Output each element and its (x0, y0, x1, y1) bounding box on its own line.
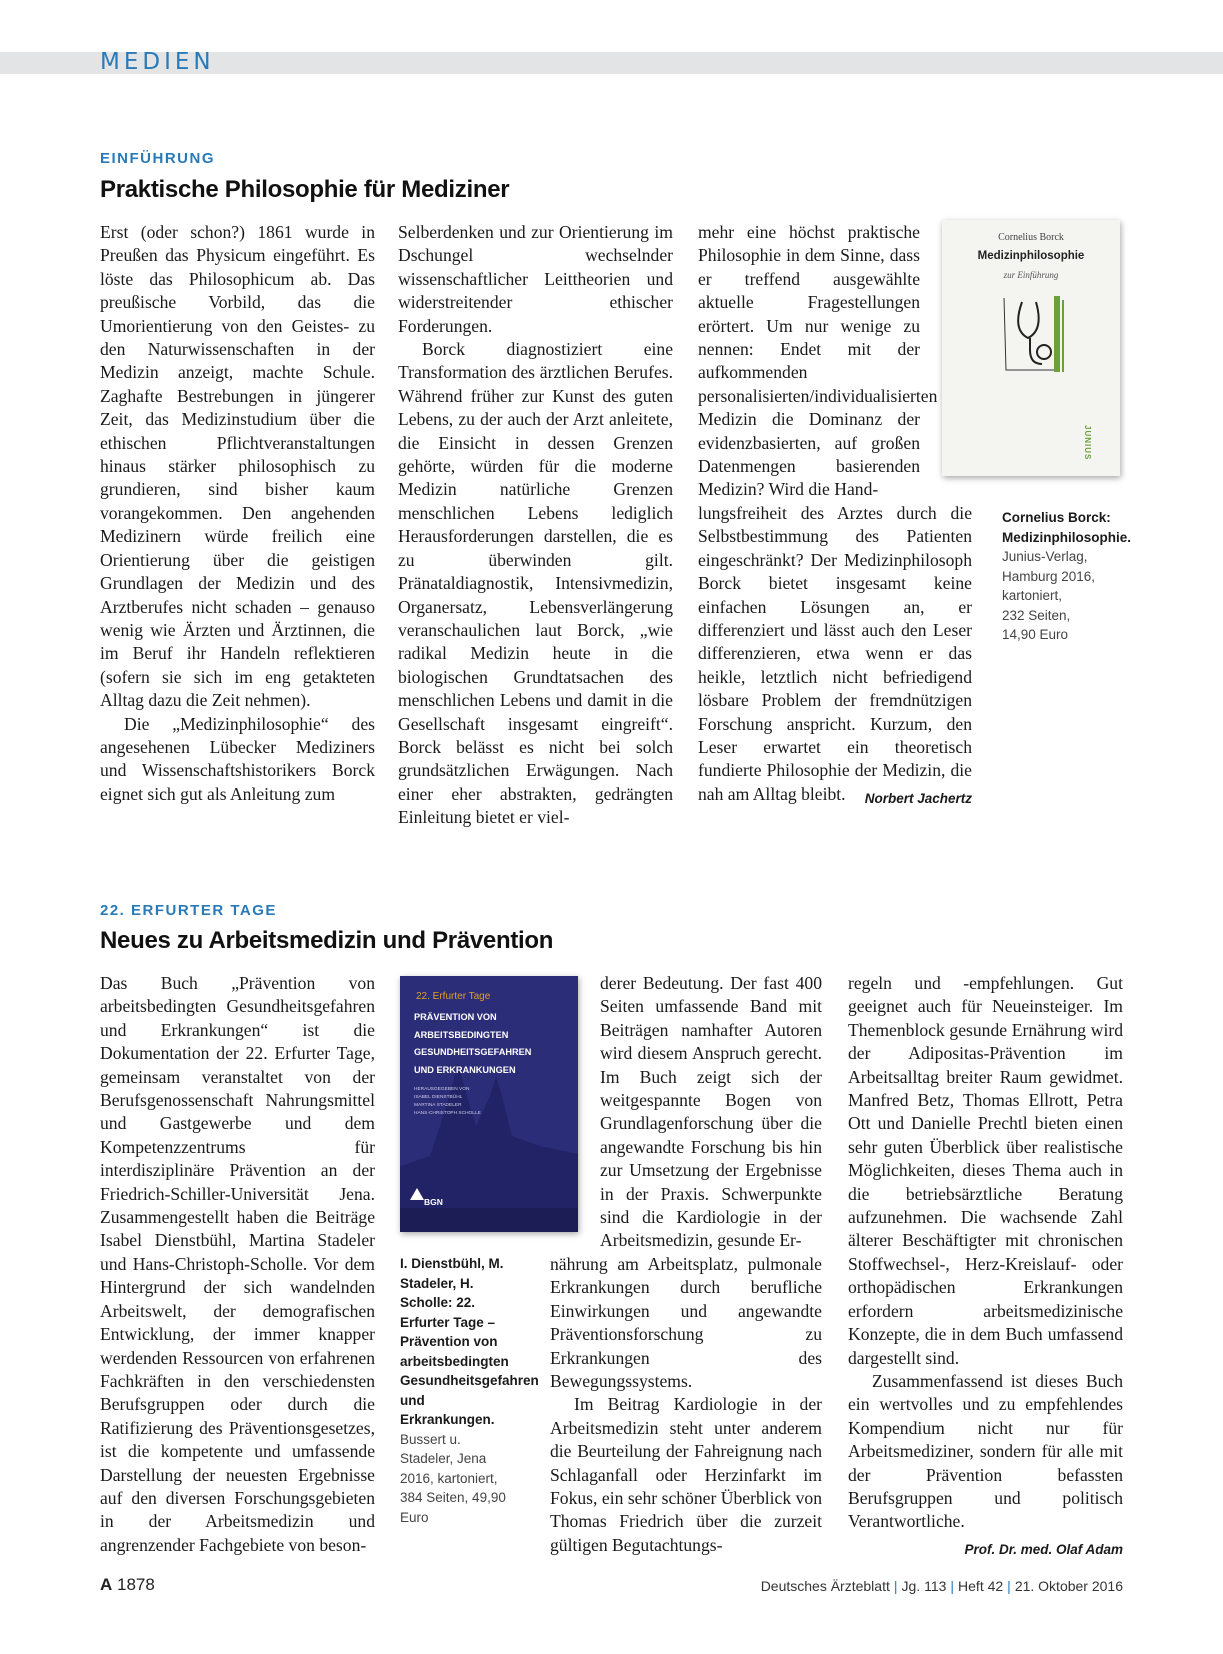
article2-caption (400, 1254, 539, 1527)
article1-caption (1002, 508, 1132, 645)
article2-kicker: 22. ERFURTER TAGE (100, 902, 277, 919)
article1-paragraph: mehr eine höchst praktische Philosophie in dem Sinne, dass er treffend ausgewählte aktuelle Fragestellungen erörtert. Um nur wenige zu nennen: Endet mit der aufkommenden personalisierten/individualisierten Medizin die Dominanz der evidenzbasierten, auf großen Datenmengen basierenden Medizin? Wird die Hand- (698, 222, 938, 500)
cover2-editor-line: HANS-CHRISTOPH SCHOLLE (414, 1111, 481, 1116)
journal-name: Deutsches Ärzteblatt (760, 1578, 890, 1594)
caption2-title: I. Dienstbühl, M. Stadeler, H. Scholle: 22. Erfurter Tage – Prävention von arbeitsbedingten Gesundheitsgefahren und Erkrankungen. (400, 1256, 539, 1427)
article2-paragraph: Im Beitrag Kardiologie in der Arbeitsmedizin steht unter anderem die Beurteilung der Fahreignung nach Schlaganfall oder Herzinfarkt im Fokus, ein sehr schöner Überblick von Thomas Friedrich über die zurzeit gültigen Begutachtungs- (550, 1394, 822, 1555)
article1-author: Norbert Jachertz (864, 790, 972, 806)
cover1-title: Medizinphilosophie (977, 250, 1085, 262)
article1-paragraph-text: lungsfreiheit des Arztes durch die Selbstbestimmung des Patienten eingeschränkt? Der Medizinphilosoph Borck bietet insgesamt keine einfachen Lösungen an, er differenziert und lässt auch den Leser differenzieren, etwa wenn er das heikle, letztlich nicht befriedigend lösbare Problem der fremdnützigen Forschung anspricht. Kurzum, den Leser erwartet ein theoretisch fundierte Philosophie der Medizin, die nah am Alltag bleibt. (698, 503, 972, 804)
page-number-value: 1878 (117, 1575, 155, 1594)
caption1-info: 14,90 Euro (1002, 627, 1069, 642)
cover1-subtitle: zur Einführung (1003, 270, 1059, 280)
journal-date: 21. Oktober 2016 (1014, 1578, 1123, 1594)
cover2-editor-line: MARTINA STADELER (414, 1103, 462, 1108)
article1-column-3-top (698, 221, 938, 502)
cover2-title-line: GESUNDHEITSGEFAHREN (414, 1047, 532, 1057)
cover2-title-line: PRÄVENTION VON (414, 1012, 497, 1022)
caption1-info: kartoniert, (1002, 588, 1063, 603)
article1-paragraph: Erst (oder schon?) 1861 wurde in Preußen das Physicum eingeführt. Es löste das Philosophicum ab. Das preußische Vorbild, das die Umorientierung von den Geistes- zu den Naturwissenschaften in der Medizin anzeigt, machte Schule. Zaghafte Bestrebungen in jüngerer Zeit, das Medizinstudium über die ethischen Pflichtveranstaltungen hinaus stärker philosophisch zu grundieren, sind bisher kaum vorangekommen. Den angehenden Medizinern würde freilich eine Orientierung über die geistigen Grundlagen der Medizin und des Arztberufes nicht schaden – genauso wenig wie Ärzten und Ärztinnen, die im Beruf ihr Handeln reflektieren (sofern sie sich im eng getakteten Alltag dazu die Zeit nehmen). (100, 222, 375, 711)
journal-volume: Jg. 113 (901, 1578, 947, 1594)
article1-column-2 (398, 221, 673, 830)
cover2-title-line: UND ERKRANKUNGEN (414, 1064, 516, 1075)
article2-column-2-bottom (550, 1253, 822, 1557)
caption1-info: Hamburg 2016, (1002, 568, 1096, 584)
cover1-author: Cornelius Borck (998, 232, 1064, 243)
caption1-info: 232 Seiten, (1002, 607, 1071, 623)
article1-title: Praktische Philosophie für Mediziner (100, 176, 510, 203)
article1-paragraph: Selberdenken und zur Orientierung im Dschungel wechselnder wissenschaftlicher Leittheorien und widerstreitender ethischer Forderungen. (398, 222, 673, 336)
article1-column-1 (100, 221, 375, 806)
article2-paragraph (848, 1370, 1123, 1557)
cover2-kicker: 22. Erfurter Tage (416, 991, 491, 1002)
journal-issue: Heft 42 (958, 1578, 1004, 1594)
article1-kicker: EINFÜHRUNG (100, 150, 215, 167)
article2-author: Prof. Dr. med. Olaf Adam (964, 1541, 1123, 1557)
caption1-title: Cornelius Borck: Medizinphilosophie. (1002, 510, 1131, 545)
caption1-info: Junius-Verlag, (1002, 549, 1088, 564)
article2-paragraph: regeln und -empfehlungen. Gut geeignet auch für Neueinsteiger. Im Themenblock gesunde Ernährung wird der Adipositas-Prävention im Arbeitsalltag breiter Raum gewidmet. Manfred Betz, Thomas Ellrott, Petra Ott und Danielle Prechtl bieten einen sehr guten Überblick über realistische Möglichkeiten, dieses Thema auch in die betriebsärztliche Beratung aufzunehmen. Die wachsende Zahl älterer Beschäftigter mit chronischen Stoffwechsel-, Herz-Kreislauf- oder orthopädischen Erkrankungen erfordern arbeitsmedizinische Konzepte, die in dem Buch umfassend dargestellt sind. (848, 973, 1123, 1368)
article2-paragraph: nährung am Arbeitsplatz, pulmonale Erkrankungen durch berufliche Einwirkungen und angewandte Präventionsforschung zu Erkrankungen des Bewegungssystems. (550, 1254, 822, 1392)
cover2-editors (414, 1086, 481, 1118)
cover2-editor-line: HERAUSGEGEBEN VON (414, 1087, 470, 1092)
cover1-publisher: JUNIUS (1083, 425, 1092, 461)
bgn-logo-icon (410, 1188, 424, 1200)
stethoscope-illustration (942, 220, 1120, 476)
page-number (100, 1575, 155, 1595)
separator: | (1007, 1578, 1011, 1594)
book-cover-medizinphilosophie (942, 220, 1120, 476)
article2-paragraph: Das Buch „Prävention von arbeitsbedingten Gesundheitsgefahren und Erkrankungen“ ist die Dokumentation der 22. Erfurter Tage, gemeinsam veranstaltet von der Berufsgenossenschaft Nahrungsmittel und Gastgewerbe und dem Kompetenzzentrums für interdisziplinäre Prävention an der Friedrich-Schiller-Universität Jena. Zusammengestellt haben die Beiträge Isabel Dienstbühl, Martina Stadeler und Hans-Christoph-Scholle. Vor dem Hintergrund der sich wandelnden Arbeitswelt, der demografischen Entwicklung, der immer knapper werdenden Ressourcen von erfahrenen Fachkräften in den verschiedensten Berufsgruppen oder durch die Ratifizierung des Präventionsgesetzes, ist die kompetente und umfassende Darstellung der neuesten Ergebnisse auf den diversen Forschungsgebieten in der Arbeitsmedizin und angrenzender Fachgebiete von beson- (100, 973, 375, 1555)
caption2-info: Bussert u. Stadeler, Jena 2016, kartoniert, 384 Seiten, 49,90 Euro (400, 1431, 506, 1525)
article2-column-3 (848, 972, 1123, 1561)
article1-paragraph (698, 502, 972, 806)
article2-paragraph-text: Zusammenfassend ist dieses Buch ein wertvolles und zu empfehlendes Kompendium nicht nur für Arbeitsmediziner, sondern für alle mit der Prävention befassten Berufsgruppen und politisch Verantwortliche. (848, 1370, 1123, 1532)
article2-column-2-top (600, 972, 822, 1253)
book-cover-erfurter-tage (400, 976, 578, 1232)
section-label: MEDIEN (100, 49, 215, 75)
cover2-logo: BGN (424, 1197, 443, 1207)
page-prefix: A (100, 1575, 113, 1594)
separator: | (950, 1578, 955, 1594)
article1-column-3-bottom (698, 502, 972, 810)
article2-column-1 (100, 972, 375, 1557)
article1-paragraph: Die „Medizinphilosophie“ des angesehenen Lübecker Mediziners und Wissenschaftshistorikers Borck eignet sich gut als Anleitung zum (100, 713, 375, 804)
cover2-editor-line: ISABEL DIENSTBÜHL (414, 1095, 463, 1100)
cover2-title-line: ARBEITSBEDINGTEN (414, 1029, 509, 1040)
journal-info (761, 1578, 1123, 1594)
cover2-title (414, 1009, 574, 1079)
article1-paragraph: Borck diagnostiziert eine Transformation des ärztlichen Berufes. Während früher zur Kunst des guten Lebens, zu der auch der Arzt anleitete, die Einsicht in dessen Grenzen gehörte, würden für die moderne Medizin natürliche Grenzen menschlichen Lebens lediglich Herausforderungen darstellen, die es zu überwinden gilt. Pränataldiagnostik, Intensivmedizin, Organersatz, Lebensverlängerung veranschaulichen laut Borck, „wie radikal Medizin heute in die biologischen Grundtatsachen des menschlichen Lebens und damit in die Gesellschaft insgesamt eingreift“. Borck belässt es nicht bei solch grundsätzlichen Erwägungen. Nach einer eher abstrakten, gedrängten Einleitung bietet er viel- (398, 339, 673, 828)
article2-paragraph: derer Bedeutung. Der fast 400 Seiten umfassende Band mit Beiträgen namhafter Autoren wird diesem Anspruch gerecht. Im Buch zeigt sich der weitgespannte Bogen von Grundlagenforschung über die angewandte Forschung bis hin zur Umsetzung der Ergebnisse in der Praxis. Schwerpunkte sind die Kardiologie in der Arbeitsmedizin, gesunde Er- (600, 973, 822, 1251)
article2-title: Neues zu Arbeitsmedizin und Prävention (100, 927, 554, 954)
separator: | (893, 1578, 898, 1594)
